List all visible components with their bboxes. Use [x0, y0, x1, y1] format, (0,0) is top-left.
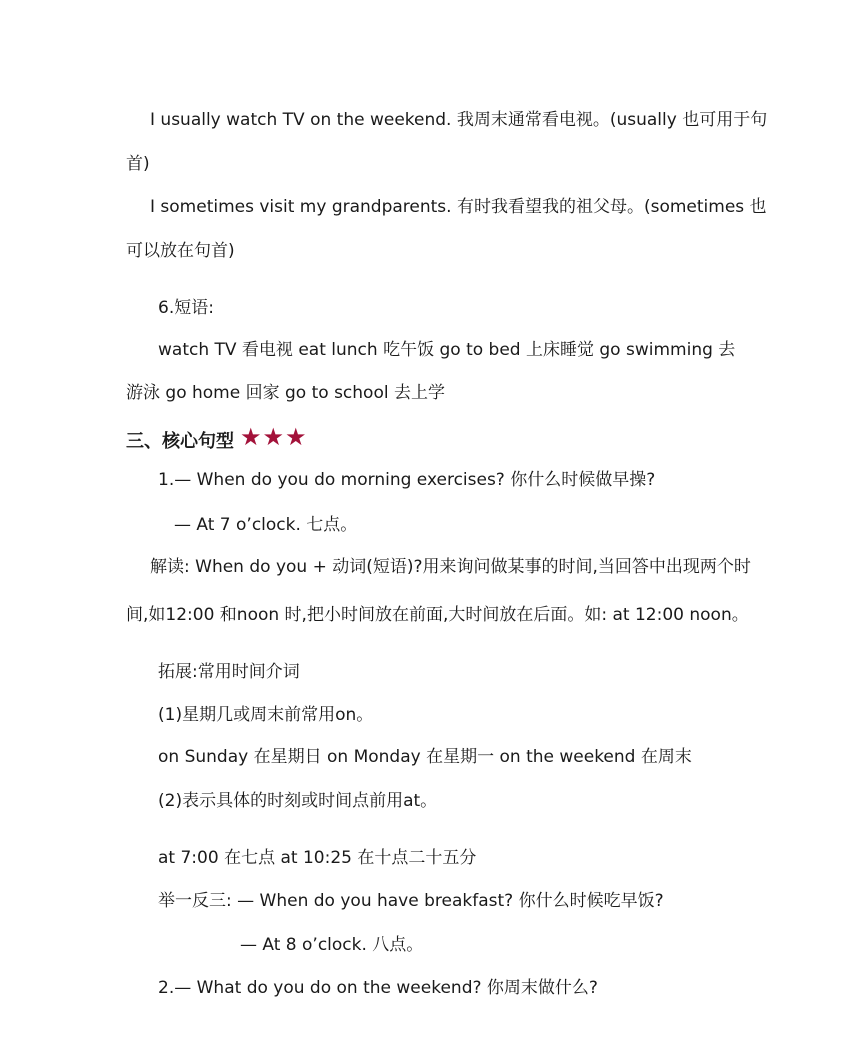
extension-rule-1: (1)星期几或周末前常用on。: [158, 705, 374, 725]
extension-example-1: on Sunday 在星期日 on Monday 在星期一 on the weekend 在周末: [158, 747, 692, 767]
paragraph-usually-line2: 首): [126, 154, 150, 174]
extension-example-2: at 7:00 在七点 at 10:25 在十点二十五分: [158, 848, 477, 868]
phrases-line1: watch TV 看电视 eat lunch 吃午饭 go to bed 上床睡觉 go swimming 去: [158, 340, 736, 360]
explanation-line2: 间,如12:00 和noon 时,把小时间放在前面,大时间放在后面。如: at 12:00 noon。: [126, 605, 749, 625]
explanation-line1: 解读: When do you + 动词(短语)?用来询问做某事的时间,当回答中出现两个时: [150, 557, 751, 577]
paragraph-sometimes-line1: I sometimes visit my grandparents. 有时我看望我的祖父母。(sometimes 也: [150, 197, 767, 217]
practice-question: 举一反三: — When do you have breakfast? 你什么时候吃早饭?: [158, 891, 664, 911]
section-heading: [126, 423, 308, 455]
question-1: 1.— When do you do morning exercises? 你什么时候做早操?: [158, 470, 656, 490]
extension-title: 拓展:常用时间介词: [158, 662, 300, 682]
question-2: 2.— What do you do on the weekend? 你周末做什么?: [158, 978, 598, 998]
paragraph-usually-line1: I usually watch TV on the weekend. 我周末通常看电视。(usually 也可用于句: [150, 110, 768, 130]
star-rating-icon: ★★★: [240, 423, 308, 451]
section-title: 三、核心句型: [126, 431, 234, 452]
phrases-line2: 游泳 go home 回家 go to school 去上学: [126, 383, 445, 403]
answer-1: — At 7 o’clock. 七点。: [174, 515, 358, 535]
phrases-title: 6.短语:: [158, 298, 214, 318]
paragraph-sometimes-line2: 可以放在句首): [126, 241, 235, 261]
extension-rule-2: (2)表示具体的时刻或时间点前用at。: [158, 791, 438, 811]
practice-answer: — At 8 o’clock. 八点。: [240, 935, 424, 955]
